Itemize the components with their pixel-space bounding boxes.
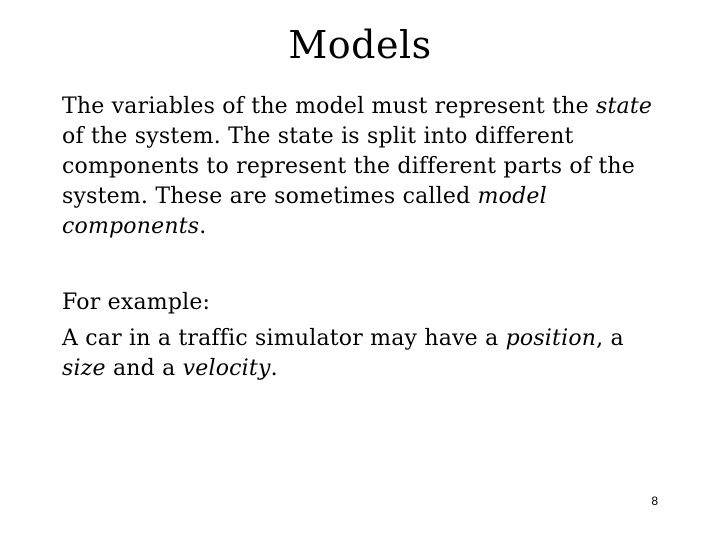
paragraph-text: The variables of the model must represent the xyxy=(62,94,596,119)
paragraph-text: A car in a traffic simulator may have a xyxy=(62,326,506,351)
page-number: 8 xyxy=(651,494,658,508)
emphasis-state: state xyxy=(595,94,653,119)
emphasis-model-components: model components xyxy=(62,184,547,239)
emphasis-position: position xyxy=(505,326,597,351)
paragraph-variables xyxy=(62,92,672,242)
paragraph-text: . xyxy=(199,214,207,239)
example-label: For example: xyxy=(62,290,211,315)
emphasis-velocity: velocity xyxy=(182,356,271,381)
paragraph-text: of the system. The state is split into different components to represent the different parts of the system. These are sometimes called xyxy=(62,124,636,209)
paragraph-example xyxy=(62,324,672,384)
slide-body xyxy=(62,92,672,384)
paragraph-text: and a xyxy=(105,356,183,381)
paragraph-text: , a xyxy=(596,326,624,351)
slide-title: Models xyxy=(288,23,432,67)
emphasis-size: size xyxy=(62,356,106,381)
paragraph-text: . xyxy=(270,356,278,381)
